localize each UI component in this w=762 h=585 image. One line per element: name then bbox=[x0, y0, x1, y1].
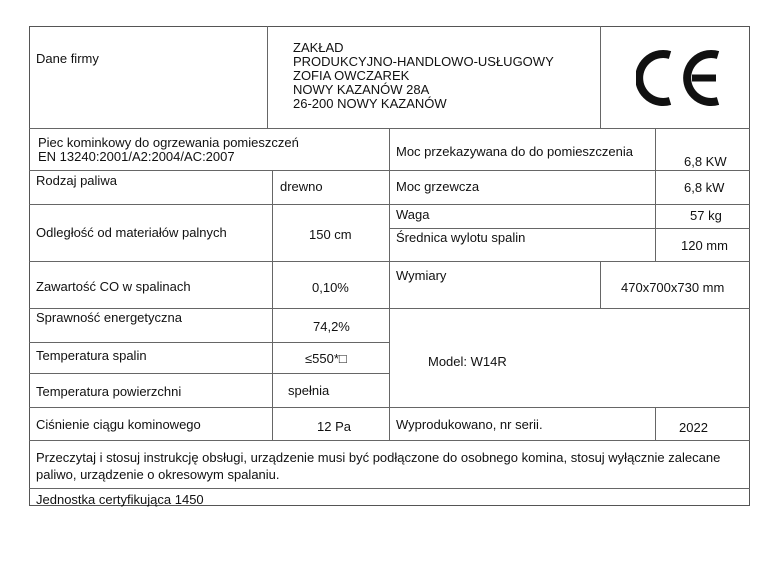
room-power-label: Moc przekazywana do do pomieszczenia bbox=[396, 144, 634, 159]
efficiency-value: 74,2% bbox=[313, 319, 350, 334]
fuel-label: Rodzaj paliwa bbox=[36, 173, 117, 188]
chimney-draft-label: Ciśnienie ciągu kominowego bbox=[36, 417, 201, 432]
dimensions-label: Wymiary bbox=[396, 268, 447, 283]
heat-power-label: Moc grzewcza bbox=[396, 179, 480, 194]
column-divider bbox=[389, 128, 390, 440]
weight-label: Waga bbox=[396, 207, 430, 222]
company-name-line-3: ZOFIA OWCZAREK bbox=[293, 68, 410, 83]
flue-outlet-label: Średnica wylotu spalin bbox=[396, 230, 526, 245]
company-address-line-2: 26-200 NOWY KAZANÓW bbox=[293, 96, 447, 111]
column-divider bbox=[267, 26, 268, 128]
product-description-line-1: Piec kominkowy do ogrzewania pomieszczeń bbox=[38, 135, 299, 150]
company-name-line-1: ZAKŁAD bbox=[293, 40, 344, 55]
column-divider bbox=[655, 407, 656, 440]
flue-outlet-value: 120 mm bbox=[681, 238, 728, 253]
company-name-line-2: PRODUKCYJNO-HANDLOWO-USŁUGOWY bbox=[293, 54, 554, 69]
column-divider bbox=[600, 261, 601, 308]
row-divider bbox=[29, 342, 389, 343]
co-content-label: Zawartość CO w spalinach bbox=[36, 279, 191, 294]
co-content-value: 0,10% bbox=[312, 280, 349, 295]
room-power-value: 6,8 KW bbox=[684, 154, 727, 169]
fuel-value: drewno bbox=[280, 179, 323, 194]
chimney-draft-value: 12 Pa bbox=[317, 419, 351, 434]
column-divider bbox=[655, 128, 656, 261]
company-label: Dane firmy bbox=[36, 51, 99, 66]
product-standard: EN 13240:2001/A2:2004/AC:2007 bbox=[38, 149, 235, 164]
column-divider bbox=[272, 170, 273, 440]
serial-value: 2022 bbox=[679, 420, 708, 435]
weight-value: 57 kg bbox=[690, 208, 722, 223]
row-divider bbox=[29, 488, 750, 489]
flue-temperature-value: ≤550*□ bbox=[305, 351, 347, 366]
dimensions-value: 470x700x730 mm bbox=[621, 280, 725, 295]
heat-power-value: 6,8 kW bbox=[684, 180, 725, 195]
instructions-line-2: paliwo, urządzenie o okresowym spalaniu. bbox=[36, 467, 280, 482]
column-divider bbox=[600, 26, 601, 128]
flue-temperature-label: Temperatura spalin bbox=[36, 348, 147, 363]
row-divider bbox=[29, 440, 750, 441]
ce-mark-icon bbox=[636, 46, 722, 110]
row-divider bbox=[29, 373, 389, 374]
instructions-line-1: Przeczytaj i stosuj instrukcję obsługi, urządzenie musi być podłączone do osobnego komina, stosuj wyłącznie zalecane bbox=[36, 450, 721, 465]
company-address-line-1: NOWY KAZANÓW 28A bbox=[293, 82, 430, 97]
surface-temperature-label: Temperatura powierzchni bbox=[36, 384, 182, 399]
serial-label: Wyprodukowano, nr serii. bbox=[396, 417, 543, 432]
efficiency-label: Sprawność energetyczna bbox=[36, 310, 182, 325]
surface-temperature-value: spełnia bbox=[288, 383, 330, 398]
model-name: Model: W14R bbox=[428, 354, 507, 369]
distance-value: 150 cm bbox=[309, 227, 352, 242]
row-divider bbox=[389, 228, 750, 229]
distance-label: Odległość od materiałów palnych bbox=[36, 225, 227, 240]
notified-body: Jednostka certyfikująca 1450 bbox=[36, 492, 204, 507]
